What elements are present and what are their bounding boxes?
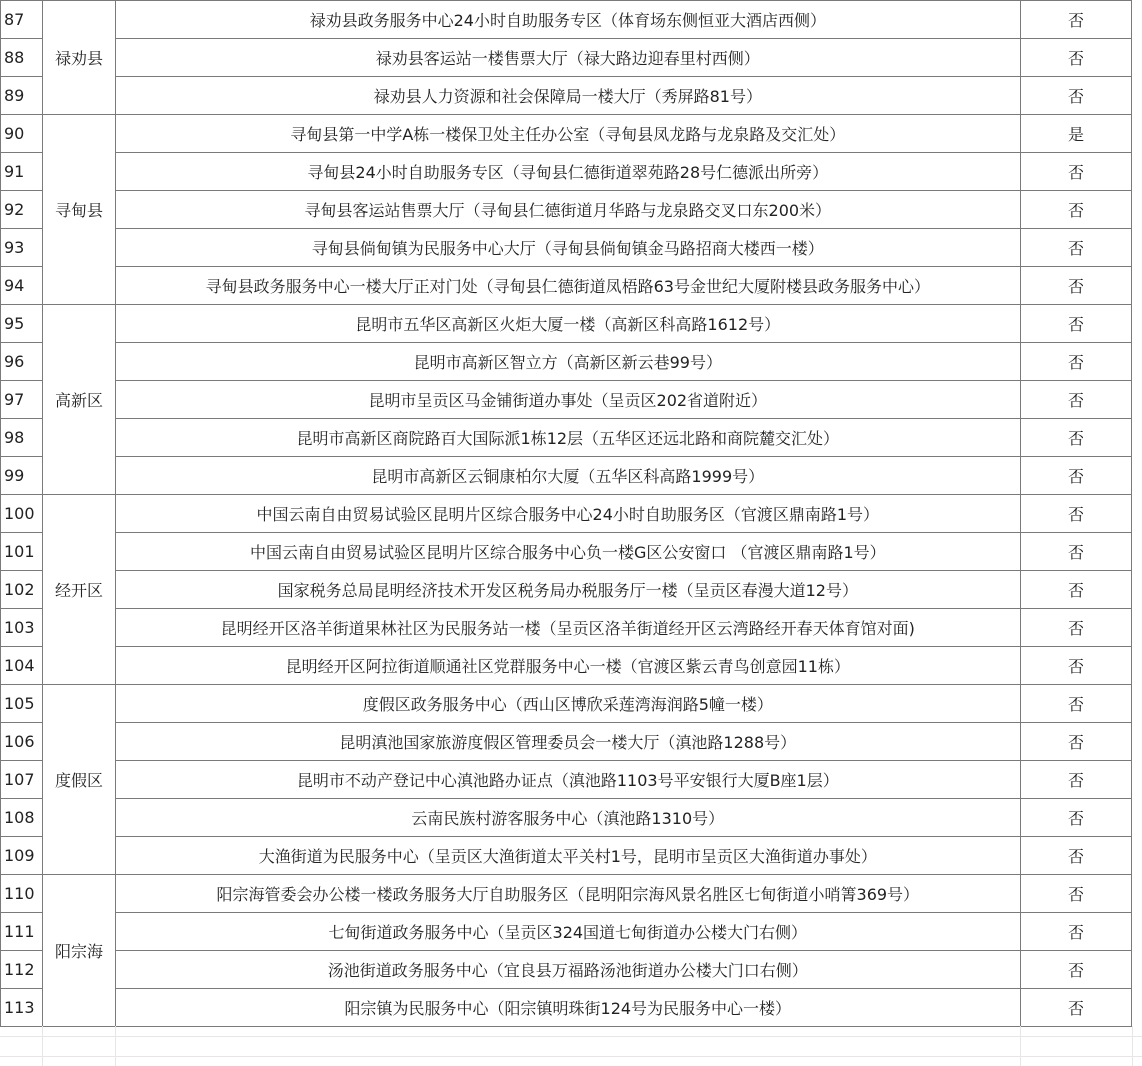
padding-cell [1132, 647, 1142, 685]
flag-cell: 否 [1020, 609, 1132, 647]
padding-cell [1132, 951, 1142, 989]
table-row [1, 723, 1142, 761]
padding-cell [1132, 609, 1142, 647]
address-cell: 大渔街道为民服务中心（呈贡区大渔街道太平关村1号，昆明市呈贡区大渔街道办事处） [115, 837, 1020, 875]
flag-cell: 否 [1020, 989, 1132, 1027]
padding-cell [1132, 457, 1142, 495]
padding-cell [1132, 229, 1142, 267]
address-cell: 禄劝县政务服务中心24小时自助服务专区（体育场东侧恒亚大酒店西侧） [115, 1, 1020, 39]
address-cell: 昆明市高新区智立方（高新区新云巷99号） [115, 343, 1020, 381]
district-cell: 度假区 [42, 685, 115, 875]
address-cell: 昆明市不动产登记中心滇池路办证点（滇池路1103号平安银行大厦B座1层） [115, 761, 1020, 799]
table-row [1, 761, 1142, 799]
padding-cell [1132, 419, 1142, 457]
padding-cell [1132, 533, 1142, 571]
row-number-cell: 99 [1, 457, 43, 495]
padding-cell [1132, 191, 1142, 229]
table-row [1, 229, 1142, 267]
flag-cell: 否 [1020, 153, 1132, 191]
row-number-cell: 111 [1, 913, 43, 951]
table-row [1, 837, 1142, 875]
row-number-cell: 90 [1, 115, 43, 153]
padding-cell [1132, 39, 1142, 77]
table-row [1, 647, 1142, 685]
district-cell: 寻甸县 [42, 115, 115, 305]
row-number-cell: 109 [1, 837, 43, 875]
row-number-cell: 110 [1, 875, 43, 913]
row-number-cell: 93 [1, 229, 43, 267]
table-body [1, 1, 1142, 1027]
padding-cell [1132, 989, 1142, 1027]
row-number-cell: 112 [1, 951, 43, 989]
row-number-cell: 113 [1, 989, 43, 1027]
flag-cell: 否 [1020, 837, 1132, 875]
address-cell: 中国云南自由贸易试验区昆明片区综合服务中心24小时自助服务区（官渡区鼎南路1号） [115, 495, 1020, 533]
table-row [1, 495, 1142, 533]
table-row [1, 153, 1142, 191]
row-number-cell: 105 [1, 685, 43, 723]
table-row [1, 685, 1142, 723]
address-cell: 度假区政务服务中心（西山区博欣采莲湾海润路5幢一楼） [115, 685, 1020, 723]
table-row [1, 799, 1142, 837]
empty-gridline [1132, 1026, 1133, 1066]
padding-cell [1132, 305, 1142, 343]
flag-cell: 否 [1020, 647, 1132, 685]
district-cell: 高新区 [42, 305, 115, 495]
row-number-cell: 106 [1, 723, 43, 761]
padding-cell [1132, 685, 1142, 723]
table-row [1, 419, 1142, 457]
row-number-cell: 103 [1, 609, 43, 647]
address-cell: 昆明市五华区高新区火炬大厦一楼（高新区科高路1612号） [115, 305, 1020, 343]
table-row [1, 875, 1142, 913]
table-row [1, 77, 1142, 115]
flag-cell: 否 [1020, 267, 1132, 305]
padding-cell [1132, 799, 1142, 837]
address-cell: 昆明市高新区云铜康柏尔大厦（五华区科高路1999号） [115, 457, 1020, 495]
table-row [1, 571, 1142, 609]
flag-cell: 否 [1020, 419, 1132, 457]
table-row [1, 913, 1142, 951]
flag-cell: 否 [1020, 571, 1132, 609]
padding-cell [1132, 571, 1142, 609]
address-cell: 寻甸县客运站售票大厅（寻甸县仁德街道月华路与龙泉路交叉口东200米） [115, 191, 1020, 229]
flag-cell: 否 [1020, 229, 1132, 267]
table-row [1, 1, 1142, 39]
address-cell: 七甸街道政务服务中心（呈贡区324国道七甸街道办公楼大门右侧） [115, 913, 1020, 951]
padding-cell [1132, 381, 1142, 419]
row-number-cell: 87 [1, 1, 43, 39]
address-cell: 昆明滇池国家旅游度假区管理委员会一楼大厅（滇池路1288号） [115, 723, 1020, 761]
address-cell: 汤池街道政务服务中心（宜良县万福路汤池街道办公楼大门口右侧） [115, 951, 1020, 989]
district-cell: 禄劝县 [42, 1, 115, 115]
flag-cell: 否 [1020, 381, 1132, 419]
district-cell: 经开区 [42, 495, 115, 685]
table-row [1, 115, 1142, 153]
address-cell: 云南民族村游客服务中心（滇池路1310号） [115, 799, 1020, 837]
padding-cell [1132, 913, 1142, 951]
address-cell: 寻甸县第一中学A栋一楼保卫处主任办公室（寻甸县凤龙路与龙泉路及交汇处） [115, 115, 1020, 153]
flag-cell: 否 [1020, 723, 1132, 761]
table-row [1, 267, 1142, 305]
row-number-cell: 108 [1, 799, 43, 837]
empty-gridline [115, 1026, 116, 1066]
row-number-cell: 101 [1, 533, 43, 571]
padding-cell [1132, 267, 1142, 305]
empty-gridline [1020, 1026, 1021, 1066]
padding-cell [1132, 1, 1142, 39]
address-cell: 阳宗海管委会办公楼一楼政务服务大厅自助服务区（昆明阳宗海风景名胜区七甸街道小哨箐369号） [115, 875, 1020, 913]
flag-cell: 否 [1020, 913, 1132, 951]
table-row [1, 381, 1142, 419]
flag-cell: 否 [1020, 305, 1132, 343]
flag-cell: 否 [1020, 951, 1132, 989]
address-cell: 中国云南自由贸易试验区昆明片区综合服务中心负一楼G区公安窗口 （官渡区鼎南路1号） [115, 533, 1020, 571]
flag-cell: 否 [1020, 761, 1132, 799]
padding-cell [1132, 723, 1142, 761]
row-number-cell: 92 [1, 191, 43, 229]
address-cell: 昆明经开区阿拉街道顺通社区党群服务中心一楼（官渡区紫云青鸟创意园11栋） [115, 647, 1020, 685]
table-row [1, 343, 1142, 381]
flag-cell: 否 [1020, 875, 1132, 913]
address-cell: 国家税务总局昆明经济技术开发区税务局办税服务厅一楼（呈贡区春漫大道12号） [115, 571, 1020, 609]
padding-cell [1132, 495, 1142, 533]
padding-cell [1132, 343, 1142, 381]
flag-cell: 否 [1020, 457, 1132, 495]
padding-cell [1132, 77, 1142, 115]
flag-cell: 否 [1020, 1, 1132, 39]
table-row [1, 457, 1142, 495]
table-row [1, 533, 1142, 571]
table-row [1, 951, 1142, 989]
flag-cell: 否 [1020, 343, 1132, 381]
flag-cell: 否 [1020, 799, 1132, 837]
row-number-cell: 97 [1, 381, 43, 419]
row-number-cell: 96 [1, 343, 43, 381]
padding-cell [1132, 761, 1142, 799]
table-row [1, 191, 1142, 229]
address-cell: 昆明市呈贡区马金铺街道办事处（呈贡区202省道附近） [115, 381, 1020, 419]
address-cell: 禄劝县客运站一楼售票大厅（禄大路边迎春里村西侧） [115, 39, 1020, 77]
address-cell: 禄劝县人力资源和社会保障局一楼大厅（秀屏路81号） [115, 77, 1020, 115]
row-number-cell: 89 [1, 77, 43, 115]
table-row [1, 39, 1142, 77]
table-row [1, 989, 1142, 1027]
row-number-cell: 94 [1, 267, 43, 305]
row-number-cell: 100 [1, 495, 43, 533]
table-row [1, 305, 1142, 343]
padding-cell [1132, 115, 1142, 153]
address-cell: 昆明市高新区商院路百大国际派1栋12层（五华区还远北路和商院麓交汇处） [115, 419, 1020, 457]
flag-cell: 否 [1020, 39, 1132, 77]
row-number-cell: 98 [1, 419, 43, 457]
address-cell: 寻甸县政务服务中心一楼大厅正对门处（寻甸县仁德街道凤梧路63号金世纪大厦附楼县政务服务中心） [115, 267, 1020, 305]
table-row [1, 609, 1142, 647]
padding-cell [1132, 153, 1142, 191]
address-cell: 寻甸县24小时自助服务专区（寻甸县仁德街道翠苑路28号仁德派出所旁） [115, 153, 1020, 191]
flag-cell: 否 [1020, 191, 1132, 229]
row-number-cell: 104 [1, 647, 43, 685]
row-number-cell: 91 [1, 153, 43, 191]
address-cell: 寻甸县倘甸镇为民服务中心大厅（寻甸县倘甸镇金马路招商大楼西一楼） [115, 229, 1020, 267]
district-cell: 阳宗海 [42, 875, 115, 1027]
flag-cell: 否 [1020, 685, 1132, 723]
empty-gridline [0, 1056, 1142, 1057]
row-number-cell: 88 [1, 39, 43, 77]
address-cell: 昆明经开区洛羊街道果林社区为民服务站一楼（呈贡区洛羊街道经开区云湾路经开春天体育馆对面) [115, 609, 1020, 647]
padding-cell [1132, 875, 1142, 913]
address-cell: 阳宗镇为民服务中心（阳宗镇明珠街124号为民服务中心一楼） [115, 989, 1020, 1027]
empty-gridline [42, 1026, 43, 1066]
empty-gridline [0, 1036, 1142, 1037]
row-number-cell: 95 [1, 305, 43, 343]
flag-cell: 否 [1020, 495, 1132, 533]
row-number-cell: 102 [1, 571, 43, 609]
flag-cell: 是 [1020, 115, 1132, 153]
flag-cell: 否 [1020, 533, 1132, 571]
flag-cell: 否 [1020, 77, 1132, 115]
padding-cell [1132, 837, 1142, 875]
row-number-cell: 107 [1, 761, 43, 799]
